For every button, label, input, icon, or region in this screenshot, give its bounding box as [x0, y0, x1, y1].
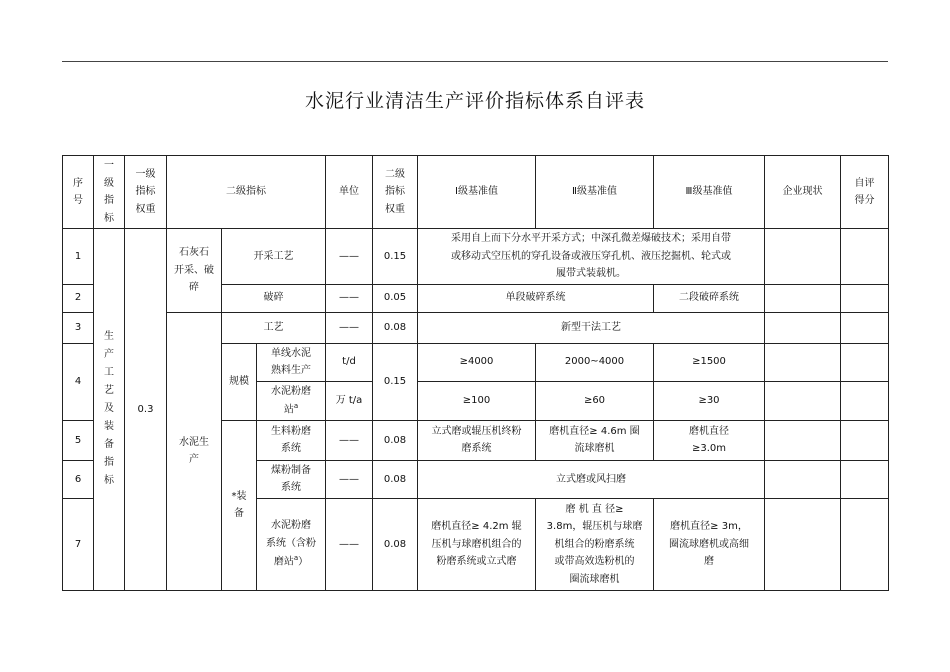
item-name: 水泥粉磨 站$^a$ — [257, 381, 326, 420]
item-name: 开采工艺 — [222, 229, 326, 285]
unit-cell: —— — [326, 312, 373, 343]
row-no: 3 — [63, 312, 94, 343]
score-cell[interactable] — [841, 343, 889, 381]
evaluation-table — [62, 155, 889, 591]
row-no: 4 — [63, 343, 94, 420]
item-name: 水泥粉磨 系统（含粉 磨站$^a$） — [257, 498, 326, 590]
unit-cell: —— — [326, 498, 373, 590]
row-no: 6 — [63, 460, 94, 498]
item-name: 生料粉磨 系统 — [257, 420, 326, 460]
std-merged: 单段破碎系统 — [418, 284, 654, 312]
header-std1: Ⅰ级基准值 — [418, 156, 536, 229]
std3-cell: 磨机直径 ≥3.0m — [654, 420, 765, 460]
weight2-cell: 0.15 — [373, 343, 418, 420]
item-name: 破碎 — [222, 284, 326, 312]
table-row — [63, 229, 889, 285]
header-std2: Ⅱ级基准值 — [536, 156, 654, 229]
std2-cell: 磨机直径≥ 4.6m 圈 流球磨机 — [536, 420, 654, 460]
std2-cell: 磨 机 直 径≥ 3.8m，辊压机与球磨 机组合的粉磨系统 或带高效选粉机的 圈流球磨机 — [536, 498, 654, 590]
header-weight2: 二级 指标 权重 — [373, 156, 418, 229]
std2-cell: 2000~4000 — [536, 343, 654, 381]
std3-cell: ≥30 — [654, 381, 765, 420]
row-no: 5 — [63, 420, 94, 460]
status-cell[interactable] — [765, 229, 841, 285]
std-merged: 立式磨或风扫磨 — [418, 460, 765, 498]
item-name: 工艺 — [222, 312, 326, 343]
header-no: 序 号 — [63, 156, 94, 229]
status-cell[interactable] — [765, 312, 841, 343]
status-cell[interactable] — [765, 284, 841, 312]
page-title: 水泥行业清洁生产评价指标体系自评表 — [304, 90, 645, 112]
group-mining: 石灰石 开采、破 碎 — [167, 229, 222, 313]
row-no: 7 — [63, 498, 94, 590]
score-cell[interactable] — [841, 460, 889, 498]
status-cell[interactable] — [765, 498, 841, 590]
item-name: 煤粉制备 系统 — [257, 460, 326, 498]
unit-cell: —— — [326, 284, 373, 312]
header-level2: 二级指标 — [167, 156, 326, 229]
table-row — [63, 312, 889, 343]
top-rule — [62, 61, 888, 62]
unit-cell: —— — [326, 420, 373, 460]
std-merged: 新型干法工艺 — [418, 312, 765, 343]
header-score: 自评 得分 — [841, 156, 889, 229]
status-cell[interactable] — [765, 343, 841, 381]
unit-cell: —— — [326, 460, 373, 498]
weight2-cell: 0.08 — [373, 498, 418, 590]
weight2-cell: 0.08 — [373, 420, 418, 460]
score-cell[interactable] — [841, 381, 889, 420]
score-cell[interactable] — [841, 312, 889, 343]
score-cell[interactable] — [841, 498, 889, 590]
header-level1: 一 级 指 标 — [94, 156, 125, 229]
score-cell[interactable] — [841, 229, 889, 285]
std1-cell: 立式磨或辊压机终粉 磨系统 — [418, 420, 536, 460]
group-scale: 规模 — [222, 343, 257, 420]
score-cell[interactable] — [841, 420, 889, 460]
weight2-cell: 0.15 — [373, 229, 418, 285]
score-cell[interactable] — [841, 284, 889, 312]
level1-cell — [94, 229, 125, 591]
header-weight1: 一级 指标 权重 — [125, 156, 167, 229]
group-equipment: *装 备 — [222, 420, 257, 590]
header-status: 企业现状 — [765, 156, 841, 229]
weight2-cell: 0.05 — [373, 284, 418, 312]
unit-cell: —— — [326, 229, 373, 285]
weight1-cell: 0.3 — [125, 229, 167, 591]
unit-cell: 万 t/a — [326, 381, 373, 420]
table-header-row — [63, 156, 889, 229]
weight2-cell: 0.08 — [373, 460, 418, 498]
unit-cell: t/d — [326, 343, 373, 381]
std3-cell: ≥1500 — [654, 343, 765, 381]
status-cell[interactable] — [765, 381, 841, 420]
row-no: 2 — [63, 284, 94, 312]
status-cell[interactable] — [765, 460, 841, 498]
std-merged: 采用自上而下分水平开采方式；中深孔微差爆破技术；采用自带 或移动式空压机的穿孔设备或液压穿孔机、液压挖掘机、轮式或 履带式装载机。 — [418, 229, 765, 285]
item-name: 单线水泥 熟料生产 — [257, 343, 326, 381]
std1-cell: 磨机直径≥ 4.2m 辊 压机与球磨机组合的 粉磨系统或立式磨 — [418, 498, 536, 590]
group-cement: 水泥生 产 — [167, 312, 222, 590]
std3-cell: 磨机直径≥ 3m， 圈流球磨机或高细 磨 — [654, 498, 765, 590]
std2-cell: ≥60 — [536, 381, 654, 420]
header-std3: Ⅲ级基准值 — [654, 156, 765, 229]
std1-cell: ≥4000 — [418, 343, 536, 381]
row-no: 1 — [63, 229, 94, 285]
level1-label: 生产工艺及装备指标 — [104, 331, 114, 487]
weight2-cell: 0.08 — [373, 312, 418, 343]
status-cell[interactable] — [765, 420, 841, 460]
header-unit: 单位 — [326, 156, 373, 229]
std1-cell: ≥100 — [418, 381, 536, 420]
std3-cell: 二段破碎系统 — [654, 284, 765, 312]
